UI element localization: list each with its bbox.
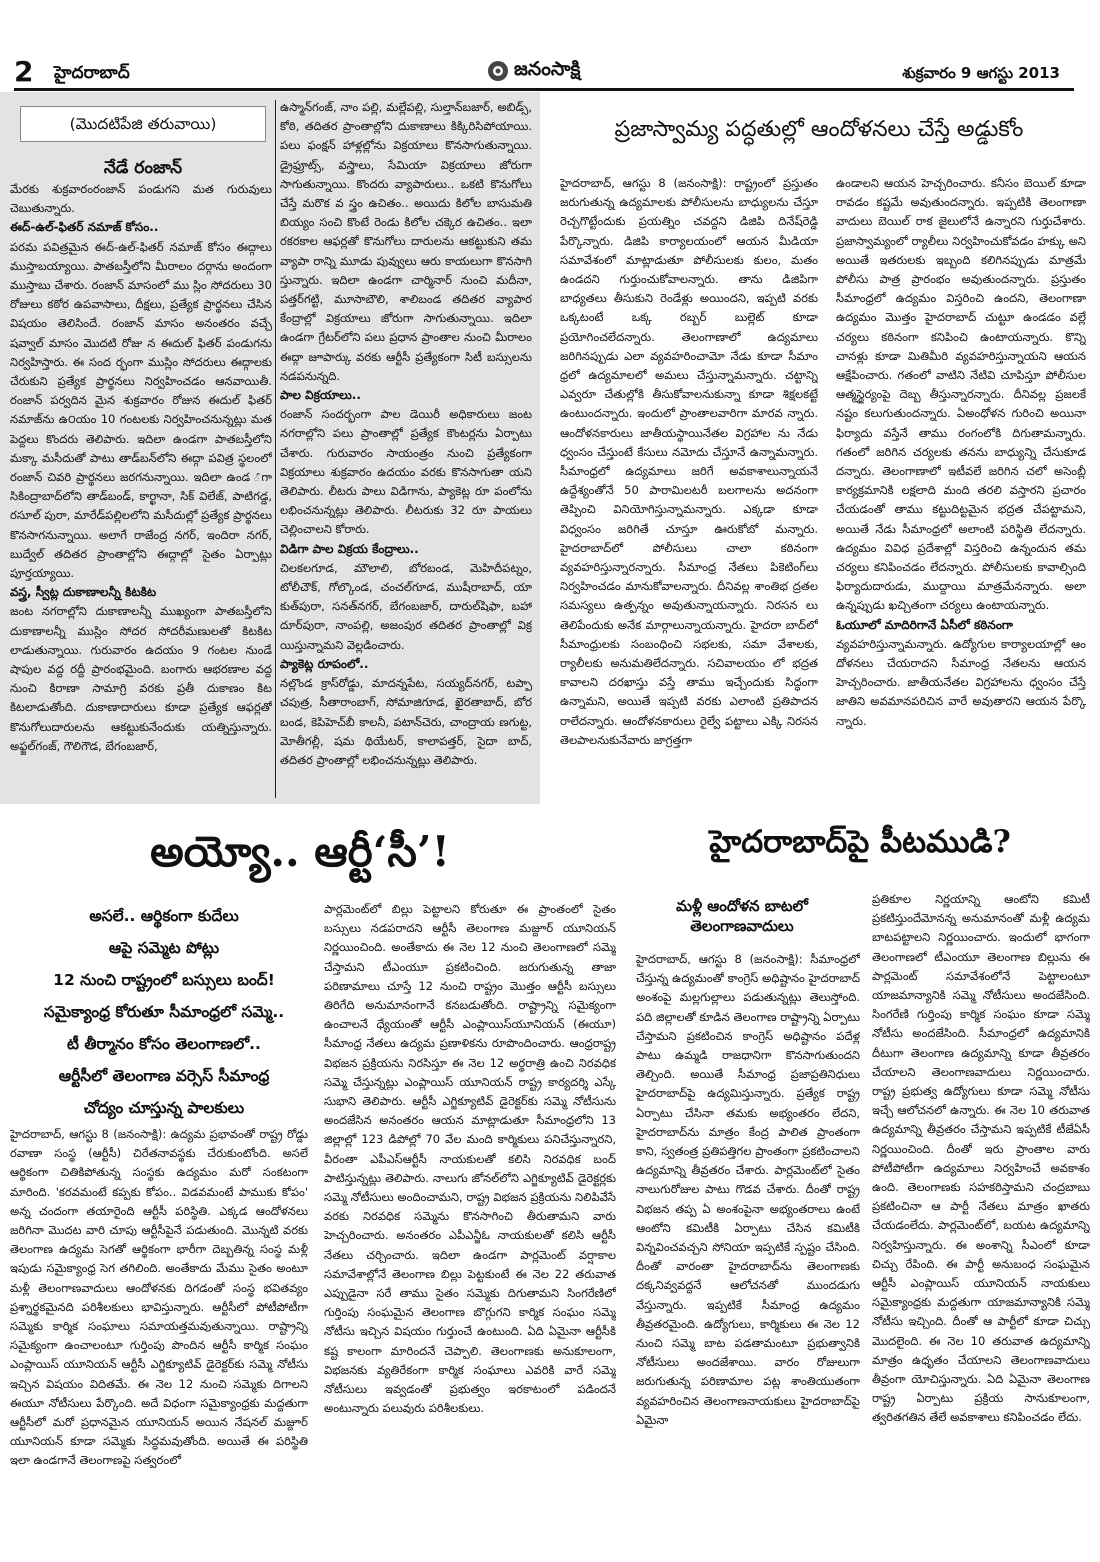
page-number: 2 (14, 55, 34, 88)
deck-line: అసలే.. ఆర్థికంగా కుదేలు (89, 907, 239, 925)
bottom-left-column-2: పార్లమెంట్‌లో బిల్లు పెట్టాలని కోరుతూ ఈ ప్రాంతంలో సైతం బస్సులు నడపరాదని ఆర్టీసీ తెలంగాణ మజ్దూర్ యూనియన్ నిర్ణయించింది. అంతేకాదు ఈ నెల 12 నుంచి తెలంగాణలో సమ్మె చేస్తామని టీఎంయూ ప్రకటించింది. జరుగుతున్న తాజా పరిణామాలు చూస్తే 12 నుంచి రాష్ట్రం మొత్తం ఆర్టీసీ బస్సులు తిరిగేది అనుమానంగానే కనబడుతోంది. రాష్ట్రాన్ని సమైక్యంగా ఉంచాలనే ధ్యేయంతో ఆర్టీసీ ఎంప్లాయిస్‌యూనియన్ (ఈయూ) సీమాంధ్ర నేతలు ఉద్యమ ప్రణాళికను రూపొందించారు. ఆంధ్రరాష్ట్ర విభజన ప్రక్రియను నిరసిస్తూ ఈ నెల 12 అర్థరాత్రి ఉంచి నిరవధిక సమ్మె చేస్తున్నట్లు ఎంప్లాయిస్ యూనియన్ రాష్ట్ర కార్యదర్శి ఎస్కే సుభాని తెలిపారు. ఆర్టీసీ ఎగ్జిక్యూటివ్ డైరెక్టర్‌కు సమ్మె నోటీసును అందజేసిన అనంతరం ఆయన మాట్లాడుతూ సీమాంధ్రలోని 13 జిల్లాల్లో 123 డిపోల్లో 70 వేల మంది కార్మికులు పనిచేస్తున్నారని, వీరంతా ఎపీఎస్ఆర్టీసీ నాయకులతో కలిసి నిరవధిక బంద్ పాటిస్తున్నట్లు తెలిపారు. నాలుగు జోనల్‌లోని ఎగ్జిక్యూటివ్ డైరెక్టర్లకు సమ్మె నోటీసులు అందించామని, రాష్ట్ర విభజన ప్రక్రియను నిలిపివేసే వరకు నిరవధిక సమ్మెను కొనసాగించి తీరుతామని వారు హెచ్చరించారు. అనంతరం ఎపీఎన్జీఓ నాయకులతో కలిసి ఆర్టీసీ నేతలు చర్చించారు. ఇదిలా ఉండగా పార్లమెంట్ వర్షాకాల సమావేశాల్లోనే తెలంగాణ బిల్లు పెట్టకుంటే ఈ నెల 22 తరువాత ఎప్పుడైనా సరే తాము సైతం సమ్మెకు దిగుతామని సింగరేణిలో గుర్తింపు సంఘమైన తెలంగాణ బొగ్గుగని కార్మిక సంఘం సమ్మె నోటీసు ఇచ్చిన విషయం గుర్తుంచే ఉంటుంది. ఏది ఏమైనా ఆర్టీసీకి కష్ట కాలంగా మారిందనే చెప్పాలి. తెలంగాణకు అనుకూలంగా, విభజనకు వ్యతిరేకంగా కార్మిక సంఘాలు ఎవరికి వారే సమ్మె నోటీసులు ఇవ్వడంతో ప్రభుత్వం ఇరకాటంలో పడిందనే అంటున్నారు పలువురు పరిశీలకులు. (324, 902, 616, 1416)
bottom-right-column-2: ప్రతికూల నిర్ణయాన్ని ఆంటోని కమిటీ ప్రకటిస్తుందేమోనన్న అనుమానంతో మళ్లీ ఉద్యమ బాటపట్టాలని నిర్ణయించారు. ఇందులో భాగంగా తెలంగాణలో టీఎంయూ తెలంగాణ బిల్లును ఈ పార్లమెంట్ సమావేశంలోనే పెట్టాలంటూ యాజమాన్యానికి సమ్మె నోటీసులు అందజేసింది. సింగరేణి గుర్తింపు కార్మిక సంఘం కూడా సమ్మె నోటీసు అందజేసింది. సీమాంధ్రలో ఉద్యమానికి దీటుగా తెలంగాణ ఉద్యమాన్ని కూడా తీవ్రతరం చేయాలని తెలంగాణవాదులు నిర్ణయించారు. రాష్ట్ర ప్రభుత్వ ఉద్యోగులు కూడా సమ్మె నోటీసు ఇచ్చే ఆలోచనలో ఉన్నారు. ఈ నెల 10 తరువాత ఉద్యమాన్ని తీవ్రతరం చేస్తామని ఇప్పటికే టీజేఏసీ నిర్ణయించింది. దీంతో ఇరు ప్రాంతాల వారు పోటీపోటీగా ఉద్యమాలు నిర్వహించే అవకాశం ఉంది. తెలంగాణకు సహకరిస్తామని చంద్రబాబు ప్రకటించినా ఆ పార్టీ నేతలు మాత్రం ఖాతరు చేయడంలేదు. పార్లమెంట్‌లో, బయట ఉద్యమాన్ని నిర్వహిస్తున్నారు. ఈ అంశాన్ని సీఎంలో కూడా చిచ్చు రేపింది. ఈ పార్టీ అనుబంధ సంఘమైన ఆర్టీసీ ఎంప్లాయిస్ యూనియన్ నాయకులు సమైక్యాంధ్రకు మద్దతుగా యాజమాన్యానికి సమ్మె నోటీసు ఇచ్చింది. దీంతో ఆ పార్టీలో కూడా చిచ్చు మొదలైంది. ఈ నెల 10 తరువాత ఉద్యమాన్ని మాత్రం ఉధృతం చేయాలని తెలంగాణవాదులు తీవ్రంగా యోచిస్తున్నారు. ఏది ఏమైనా తెలంగాణ రాష్ట్ర ఏర్పాటు ప్రక్రియ సానుకూలంగా, త్వరితగతిన తేలే అవకాశాలు కనిపించడం లేదు. (872, 892, 1090, 1425)
deck-line: టీ తీర్మానం కోసం తెలంగాణలో.. (67, 1035, 261, 1053)
bottom-right-headline: హైదరాబాద్‌పై పీటముడి? (709, 824, 1011, 860)
bottom-right-subhead: మళ్లీ ఆందోళన బాటలో తెలంగాణవాదులు (676, 897, 808, 935)
top-left-column-1: మేరకు శుక్రవారంరంజాన్ పండుగని మత గురువులు చెబుతున్నారు. ఈద్‌-ఉల్‌-ఫితర్ నమాజ్ కోసం.. పరమ పవిత్రమైన ఈద్‌-ఉల్‌-ఫితర్ నమాజ్ కోసం ఈద్గాలు ముస్తాబయ్యాయి. పాతబస్తీలోని మీరాలం దర్గాను అందంగా ముస్తాబు చేశారు. రంజాన్ మాసంలో ము స్లిం సోదరులు 30 రోజులు కఠోర ఉపవాసాలు, దీక్షలు, ప్రత్యేక ప్రార్థనలు చేసిన విషయం తెలిసిందే. రంజాన్ మాసం అనంతరం వచ్చే షవ్వాల్ మాసం మొదటి రోజు న ఈదుల్ ఫితర్ పండుగను నిర్వహిస్తారు. ఈ సంద ర్భంగా ముస్లిం సోదరులు ఈద్గాలకు చేరుకుని ప్రత్యేక ప్రార్థనలు నిర్వహించడం ఆనవాయితీ. రంజాన్ పర్వదిన మైన శుక్రవారం రోజున ఈదుల్ ఫితర్ నమాజ్‌ను ఉ౦యం 10 గంటలకు నిర్వహించనున్నట్లు మత పెద్దలు కొందరు తెలిపారు. ఇదిలా ఉండగా పాతబస్తీలోని మక్కా మసీదుతో పాటు తాడ్‌బన్‌లోని ఈద్గా పవిత్ర స్థలంలో రంజాన్ చివరి ప్రార్థనలు జరగనున్నాయి. ఇదిలా ఉండ ౕగా సికింద్రాబాద్‌లోని తాడ్‌బండ్, కార్ఖానా, సిక్ విలేజ్, పాటిగడ్డ, రసూల్ పురా, మారేడ్‌పల్లిలలోని మసీదుల్లో ప్రత్యేక ప్రార్థనలు కొనసాగనున్నాయి. అలాగే రాజేంద్ర నగర్, ఇందిరా నగర్, బుద్వేల్ తదితర ప్రాంతాల్లోని ఈద్గాల్లో సైతం ఏర్పాట్లు పూర్తయ్యాయి. వస్త్ర, స్వీట్ల దుకాణాలన్నీ కిటకిట జంట నగరాల్లోని దుకాణాలన్నీ ముఖ్యంగా పాతబస్తీలోని దుకాణాలన్నీ ముస్లిం సోదర సోదరీమణులతో కిటకిట లాడుతున్నాయి. గురువారం ఉదయం 9 గంటల నుండే షాపుల వద్ద రద్దీ ప్రారంభమైంది. బంగారు ఆభరణాల వద్ద నుంచి కిరాణా సామాగ్రి వరకు ప్రతీ దుకాణం కిట కిటలాడుతోంది. దుకాణాదారులు కూడా ప్రత్యేక ఆఫర్లతో కొనుగోలుదారులను ఆకట్టుకునేందుకు యత్నిస్తున్నారు. అఫ్జల్‌గంజ్, గౌలిగౌడ, బేగంబజార్, (10, 182, 272, 753)
top-right-column-2: ఉండాలని ఆయన హెచ్చరించారు. కనీసం బెయిల్ కూడా రావడం కష్టమే అవుతుందన్నారు. ఇప్పటికి తెలంగాణా వాదులు బెయిల్ రాక జైలులోనే ఉన్నారని గుర్తుచేశారు. ప్రజాస్వామ్యంలో ర్యాలీలు నిర్వహించుకోవడం హక్కు అని అయితే ఇతరులకు ఇబ్బంది కలిగినప్పుడు మాత్రమే పోలీసు పాత్ర ప్రారంభం అవుతుందన్నారు. ప్రస్తుతం సీమాంధ్రలో ఉద్యమం విస్తరించి ఉందని, తెలంగాణా ఉద్యమం మొత్తం హైదరాబాద్ చుట్టూ ఉండడం వల్లే చర్యలు కఠినంగా కనిపించి ఉంటాయన్నారు. కొన్ని చానళ్లు కూడా మితిమీరి వ్యవహరిస్తున్నాయని ఆయన ఆక్షేపించారు. గతంలో వాటిని నేటివి చూపిస్తూ పోలీసుల ఆత్మస్థైర్యంపై దెబ్బ తీస్తున్నారన్నారు. దీనివల్ల ప్రజలకే నష్టం కలుగుతుందన్నారు. ఏఅంధోళన గురించి అయినా ఫిర్యాదు వస్తేనే తాము రంగంలోకి దిగుతామన్నారు. గతంలో జరిగిన చర్యలకు తనను బాధ్యున్ని చేసుకూడ దన్నారు. తెలంగాణాలో ఇటీవలే జరిగిన చలో అసెంబ్లీ కార్యక్రమానికి లక్షలాది మంది తరలి వస్తారని ప్రచారం చేయడంతో తాము కట్టుదిట్టమైన భద్రత చేపట్టామని, అయితే నేడు సీమాంధ్రలో అలాంటి పరిస్థితి లేదన్నారు. ఉద్యమం వివిధ ప్రదేశాల్లో విస్తరించి ఉన్నందున తమ చర్యలు కనిపించడం లేదన్నారు. పోలీసులకు కావాల్సింది ఫిర్యాదుదారుడు, ముద్దాయి మాత్రమేనన్నారు. అలా ఉన్నప్పుడు ఖచ్చితంగా చర్యలు ఉంటాయన్నారు. ఓయూలో మాదిరిగానే ఏసీలో కఠినంగా వ్యవహరిస్తున్నామన్నారు. ఉద్యోగుల కార్యాలయాల్లో ఆం దోళనలు చేయరాదని సీమాంధ్ర నేతలను ఆయన హెచ్చరించారు. జాతీయనేతల విగ్రహాలను ధ్వంసం చేస్తే జాతిని అవమానపరిచిన వారే అవుతారని ఆయన పేర్కొ న్నారు. (836, 176, 1086, 728)
deck-line: ఆపై సమ్మెట పోట్లు (108, 939, 220, 957)
deck-line: చోద్యం చూస్తున్న పాలకులు (83, 1099, 245, 1117)
issue-date: శుక్రవారం 9 ఆగస్టు 2013 (902, 64, 1060, 82)
column-rule (275, 100, 276, 798)
deck-line: సమైక్యాంధ్ర కోరుతూ సీమాంధ్రలో సమ్మె.. (43, 1003, 285, 1021)
masthead-logo (486, 56, 636, 86)
section-name: హైదరాబాద్ (54, 63, 130, 83)
top-right-headline: ప్రజాస్వామ్య పద్ధతుల్లో ఆందోళనలు చేస్తే అడ్డుకోం (614, 117, 1024, 142)
deck-line: ఆర్టీసీలో తెలంగాణ వర్సెస్ సీమాంధ్ర (58, 1067, 270, 1085)
bottom-left-headline: అయ్యో.. ఆర్టీ‘సీ’! (150, 827, 450, 876)
masthead-rule (14, 88, 1074, 91)
top-right-column-1: హైదరాబాద్, ఆగస్టు 8 (జనంసాక్షి): రాష్ట్రంలో ప్రస్తుతం జరుగుతున్న ఉద్యమాలకు పోలీసులను బాధ్యులను చేస్తూ రెచ్చగొట్టేందుకు ప్రయత్నిం చవద్దని డిజిపి దినేష్‌రెడ్డి పేర్కొన్నారు. డిజిపి కార్యాలయంలో ఆయన మీడియా సమావేశంలో మాట్లాడుతూ పోలీసులకు కులం, మతం ఉండదని గుర్తుంచుకోవాలన్నారు. తాను డిజిపిగా బాధ్యతలు తీసుకుని రెండేళ్లు అయిందని, ఇప్పటి వరకు ఒక్కటంటే ఒక్క రబ్బర్ బుల్లెట్ కూడా ప్రయోగించలేదన్నారు. తెలంగాణాలో ఉద్యమాలు జరిగినప్పుడు ఎలా వ్యవహరించామో నేడు కూడా సీమాం ధ్రలో ఉద్యమాలలో అమలు చేస్తున్నామన్నారు. చట్టాన్ని ఎవ్వరూ చేతుల్లోకి తీసుకోవాలనుకున్నా కూడా శిక్షలకట్టే ఉంటుందన్నారు. ఇందులో ప్రాంతాలవారిగా మారవ న్నారు. ఆందోళనకారులు జాతీయస్థాయినేతల విగ్రహాల ను నేడు ధ్వంసం చేస్తుంటే కేసులు నమోదు చేస్తూనే ఉన్నామన్నారు. సీమాంధ్రలో ఉద్యమాలు జరిగే అవకాశాలున్నాయనే ఉద్దేశ్యంతోనే 50 పారామిలటరీ బలగాలను అదనంగా తెప్పించి వినియోగిస్తున్నామన్నారు. ఎక్కడా కూడా విధ్వంసం జరిగితే చూస్తూ ఊరుకోబో మన్నారు. హైదరాబాద్‌లో పోలీసులు చాలా కఠినంగా వ్యవహరిస్తున్నారన్నారు. సీమాంధ్ర నేతలు పికెటింగ్‌లు నిర్వహించడం మానుకోవాలన్నారు. దీనివల్ల శాంతిభ ద్రతల సమస్యలు ఉత్పన్నం అవుతున్నాయన్నారు. నిరసన లు తెలిపేందుకు అనేక మార్గాలున్నాయన్నారు. హైదరా బాద్‌లో సీమాంధ్రులకు సంబంధించి సభలకు, సమా వేశాలకు, ర్యాలీలకు అనుమతిలేదన్నారు. సచివాలయం లో భద్రత కావాలని దరఖాస్తు వస్తే తాము ఇచ్చేందుకు సిద్ధంగా ఉన్నామని, అయితే ఇప్పటి వరకు ఎలాంటి ప్రతిపాదన రాలేదన్నారు. ఆందోళనకారులు రైల్వే పట్టాలు ఎక్కి నిరసన తెలపాలనుకునేవారు జాగ్రత్తగా (560, 176, 818, 747)
continued-label: (మొదటిపేజి తరువాయి) (20, 106, 266, 142)
deck-line: 12 నుంచి రాష్ట్రంలో బస్సులు బంద్! (53, 971, 275, 989)
story-deck (8, 900, 320, 1124)
bottom-right-column-1: హైదరాబాద్, ఆగస్టు 8 (జనంసాక్షి): సీమాంధ్రలో చేస్తున్న ఉద్యమంతో కాంగ్రెస్ అధిష్టానం హైదరాబాద్ అంశంపై మల్లగుల్లాలు పడుతున్నట్లు తెలుస్తోంది. పది జిల్లాలతో కూడిన తెలంగాణ రాష్ట్రాన్ని ఏర్పాటు చేస్తామని ప్రకటించిన కాంగ్రెస్ అధిష్టానం పదేళ్ల పాటు ఉమ్మడి రాజధానిగా కొనసాగుతుందని తెల్చింది. అయితే సీమాంధ్ర ప్రజాప్రతినిధులు హైదరాబాద్‌పై ఉద్యమిస్తున్నారు. ప్రత్యేక రాష్ట్ర ఏర్పాటు చేసినా తమకు అభ్యంతరం లేదని, హైదరాబాద్‌ను మాత్రం కేంద్ర పాలిత ప్రాంతంగా కాని, స్వతంత్ర ప్రతిపత్తిగల ప్రాంతంగా ప్రకటించాలని ఉద్యమాన్ని తీవ్రతరం చేశారు. పార్లమెంట్‌లో సైతం నాలుగురోజుల పాటు గొడవ చేశారు. దీంతో రాష్ట్ర విభజన తప్ప ఏ అంశంపైనా అభ్యంతరాలు ఉంటే ఆంటోని కమిటీకి ఏర్పాటు చేసిన కమిటీకి విన్నవించవచ్చని సోనియా ఇప్పటికే స్పష్టం చేసింది. దీంతో వారంతా హైదరాబాద్‌ను తెలంగాణకు దక్కనివ్వవద్దనే ఆలోచనతో ముందడుగు వేస్తున్నారు. ఇప్పటికే సీమాంధ్ర ఉద్యమం తీవ్రతరమైంది. ఉద్యోగులు, కార్మికులు ఈ నెల 12 నుంచి సమ్మె బాట పడతామంటూ ప్రభుత్వానికి నోటీసులు అందజేశాయి. వారం రోజులుగా జరుగుతున్న పరిణామాల పట్ల శాంతియుతంగా వ్యవహరించిన తెలంగాణనాయకులు హైదరాబాద్‌పై ఏమైనా (636, 952, 860, 1427)
logo-text: జనంసాక్షి (514, 57, 581, 80)
bottom-left-column-1: హైదరాబాద్, ఆగస్టు 8 (జనంసాక్షి): ఉద్యమ ప్రభావంతో రాష్ట్ర రోడ్డు రవాణా సంస్థ (ఆర్టీసీ) చిరేతనావస్థకు చేరుకుంటోంది. అసలే ఆర్థికంగా చితికిపోతున్న సంస్థకు ఉద్యమం మరో సంకటంగా మారింది. 'కరవమంటే కప్పకు కోపం.. విడవమంటే పాముకు కోపం' అన్న చందంగా తయారైంది ఆర్టీసీ పరిస్థితి. ఎక్కడ ఆందోళనలు జరిగినా మొదట వారి చూపు ఆర్టీసీపైనే పడుతుంది. మొన్నటి వరకు తెలంగాణ ఉద్యమ సెగతో ఆర్థికంగా భారీగా దెబ్బతిన్న సంస్థ మళ్లీ ఇపుడు సమైక్యాంధ్ర సెగ తగిలింది. అంతేకాదు మేము సైతం అంటూ మళ్లీ తెలంగాణవాదులు ఆందోళనకు దిగడంతో సంస్థ భవితవ్యం ప్రశ్నార్థకమైనది పరిశీలకులు భావిస్తున్నారు. ఆర్టీసీలో పోటీపోటీగా సమ్మెకు కార్మిక సంఘాలు సమాయత్తమవుతున్నాయి. రాష్ట్రాన్ని సమైక్యంగా ఉంచాలంటూ గుర్తింపు పొందిన ఆర్టీసీ కార్మిక సంఘం ఎంప్లాయిస్ యూనియన్ ఆర్టీసీ ఎగ్జిక్యూటివ్ డైరెక్టర్‌కు సమ్మె నోటీసు ఇచ్చిన విషయం విదితమే. ఈ నెల 12 నుంచి సమ్మెకు దిగాలని ఈయూ నోటీసులు పేర్కొంది. అదే విధంగా సమైక్యాంధ్రకు మద్దతుగా ఆర్టీసీలో మరో ప్రధానమైన యూనియన్ అయిన నేషనల్ మజ్దూర్ యూనియన్ కూడా సమ్మెకు సిద్ధమవుతోంది. అయితే ఈ పరిస్థితి ఇలా ఉండగానే తెలంగాణపై సత్వరంలో (10, 1127, 308, 1468)
logo-emblem-icon (486, 59, 510, 83)
story-heading: నేడే రంజాన్ (103, 158, 183, 178)
top-left-column-2: ఉస్మాన్‌గంజ్, నాం పల్లి, మల్లేపల్లి, సుల్తాన్‌బజార్, అబిడ్స్, కోఠి, తదితర ప్రాంతాల్లోని దుకాణాలు కిక్కిరిసిపోయాయి. పలు ఫంక్షన్ హాళ్లల్లోను విక్రయాలు కొనసాగుతున్నాయి. డ్రైఫ్రూట్స్, వస్త్రాలు, సేమియా విక్రయాలు జోరుగా సాగుతున్నాయి. కొందరు వ్యాపారులు.. ఒకటి కొనుగోలు చేస్తే మరొక వ స్త్రం ఉచితం.. అయిదు కిలోల బాసుమతి బియ్యం సంచి కొంటే రెండు కిలోల చక్కెర ఉచితం.. ఇలా రకరకాల ఆఫర్లతో కొనుగోలు దారులను ఆకట్టుకుని తమ వ్యాపా రాన్ని మూడు పువ్వులు ఆరు కాయలుగా కొనసాగి స్తున్నారు. ఇదిలా ఉండగా చార్మినార్ నుంచి మదీనా, పత్తర్‌గట్టి, మూసాబౌలి, శాలిబండ తదితర వ్యాపార కేంద్రాల్లో విక్రయాలు జోరుగా సాగుతున్నాయి. ఇదిలా ఉండగా గ్రేటర్‌లోని పలు ప్రధాన ప్రాంతాల నుంచి మీరాలం ఈద్గా జూపార్కు వరకు ఆర్టీసీ ప్రత్యేకంగా సిటీ బస్సులను నడపనున్నది. పాల విక్రయాలు.. రంజాన్ సందర్భంగా పాల డెయిరీ అధికారులు జంట నగరాల్లోని పలు ప్రాంతాల్లో ప్రత్యేక కౌంటర్లను ఏర్పాటు చేశారు. గురువారం సాయంత్రం నుంచి ప్రత్యేకంగా విక్రయాలు శుక్రవారం ఉదయం వరకు కొనసాగుతా యని తెలిపారు. లీటరు పాలు విడిగాను, ప్యాకెట్ల రూ పంలోను లభించనున్నట్లు తెలిపారు. లీటరుకు 32 రూ పాయలు చెల్లించాలని కోరారు. విడిగా పాల విక్రయ కేంద్రాలు.. చిలకలగూడ, మౌలాలి, బోరబండ, మెహిదీపట్నం, టోలీచౌక్, గోల్కొండ, చంచల్‌గూడ, ముషీరాబాద్, యా కుత్‌పురా, సనత్‌నగర్, బేగంబజార్, దారుల్‌షిఫా, బహా దూర్‌పురా, నాంపల్లి, అజంపుర తదితర ప్రాంతాల్లో విక్ర యిస్తున్నామని వెల్లడించారు. ప్యాకెట్ల రూపంలో.. నల్లొండ క్రాస్‌రోడ్డు, మాదన్నపేట, సయ్యద్‌నగర్, టప్పా చపుత్ర, సీతారాంబాగ్, సోమాజిగూడ, ఖైరతాబాద్, బోర బండ, కెపిహెచ్‌బీ కాలనీ, పటాన్‌చెరు, చాంద్రాయ ణగుట్ట, మోతీగల్లీ, షమ థియేటర్, కాలాపత్తర్, సైదా బాద్, తదితర ప్రాంతాల్లో లభించనున్నట్లు తెలిపారు. (280, 100, 532, 767)
